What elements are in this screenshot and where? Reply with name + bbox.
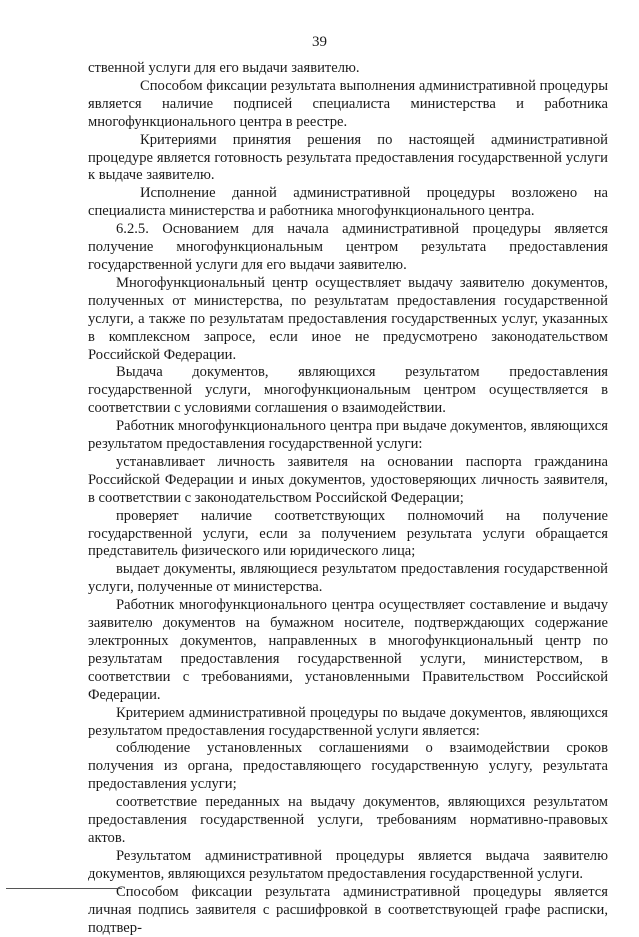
document-body: [88, 60, 608, 937]
paragraph: Работник многофункционального центра при выдаче документов, являющихся результатом предоставления государственной услуги:: [88, 418, 608, 453]
paragraph: устанавливает личность заявителя на основании паспорта гражданина Российской Федерации и иных документов, удостоверяющих личность заявителя, в соответствии с законодательством Российской Федерации;: [88, 453, 608, 506]
paragraph: Работник многофункционального центра осуществляет составление и выдачу заявителю документов на бумажном носителе, подтверждающих содержание электронных документов, направленных в многофункциональный центр по результатам предоставления государственной услуги, министерством, в соответствии с требованиями, установленными Правительством Российской Федерации.: [88, 597, 608, 703]
paragraph: соответствие переданных на выдачу документов, являющихся результатом предоставления государственной услуги, требованиям нормативно-правовых актов.: [88, 794, 608, 846]
footer-rule: [6, 888, 122, 889]
paragraph: Многофункциональный центр осуществляет выдачу заявителю документов, полученных от министерства, по результатам предоставления государственной услуги, а также по результатам предоставления государственных услуг, указанных в комплексном запросе, если иное не предусмотрено законодательством Российской Федерации.: [88, 274, 608, 363]
paragraph: Способом фиксации результата выполнения административной процедуры является наличие подписей специалиста министерства и работника многофункционального центра в реестре.: [88, 77, 608, 130]
paragraph: Критерием административной процедуры по выдаче документов, являющихся результатом предоставления государственной услуги является:: [88, 704, 608, 739]
paragraph: ственной услуги для его выдачи заявителю.: [88, 60, 360, 76]
paragraph: выдает документы, являющиеся результатом предоставления государственной услуги, полученные от министерства.: [88, 561, 608, 596]
paragraph: Способом фиксации результата административной процедуры является личная подпись заявителя с расшифровкой в соответствующей графе расписки, подтвер-: [88, 883, 608, 936]
paragraph: Выдача документов, являющихся результатом предоставления государственной услуги, многофункциональным центром осуществляется в соответствии с условиями соглашения о взаимодействии.: [88, 364, 608, 417]
page-number: 39: [312, 34, 327, 50]
paragraph: Критериями принятия решения по настоящей административной процедуре является готовность результата предоставления государственной услуги к выдаче заявителю.: [88, 131, 608, 184]
paragraph: Результатом административной процедуры является выдача заявителю документов, являющихся результатом предоставления государственной услуги.: [88, 847, 608, 882]
paragraph: 6.2.5. Основанием для начала административной процедуры является получение многофункциональным центром результата предоставления государственной услуги для его выдачи заявителю.: [88, 221, 608, 273]
paragraph: проверяет наличие соответствующих полномочий на получение государственной услуги, если за получением результата услуги обращается представитель физического или юридического лица;: [88, 507, 608, 560]
paragraph: соблюдение установленных соглашениями о взаимодействии сроков получения из органа, предоставляющего государственную услугу, результата предоставления услуги;: [88, 740, 608, 793]
paragraph: Исполнение данной административной процедуры возложено на специалиста министерства и работника многофункционального центра.: [88, 185, 608, 220]
